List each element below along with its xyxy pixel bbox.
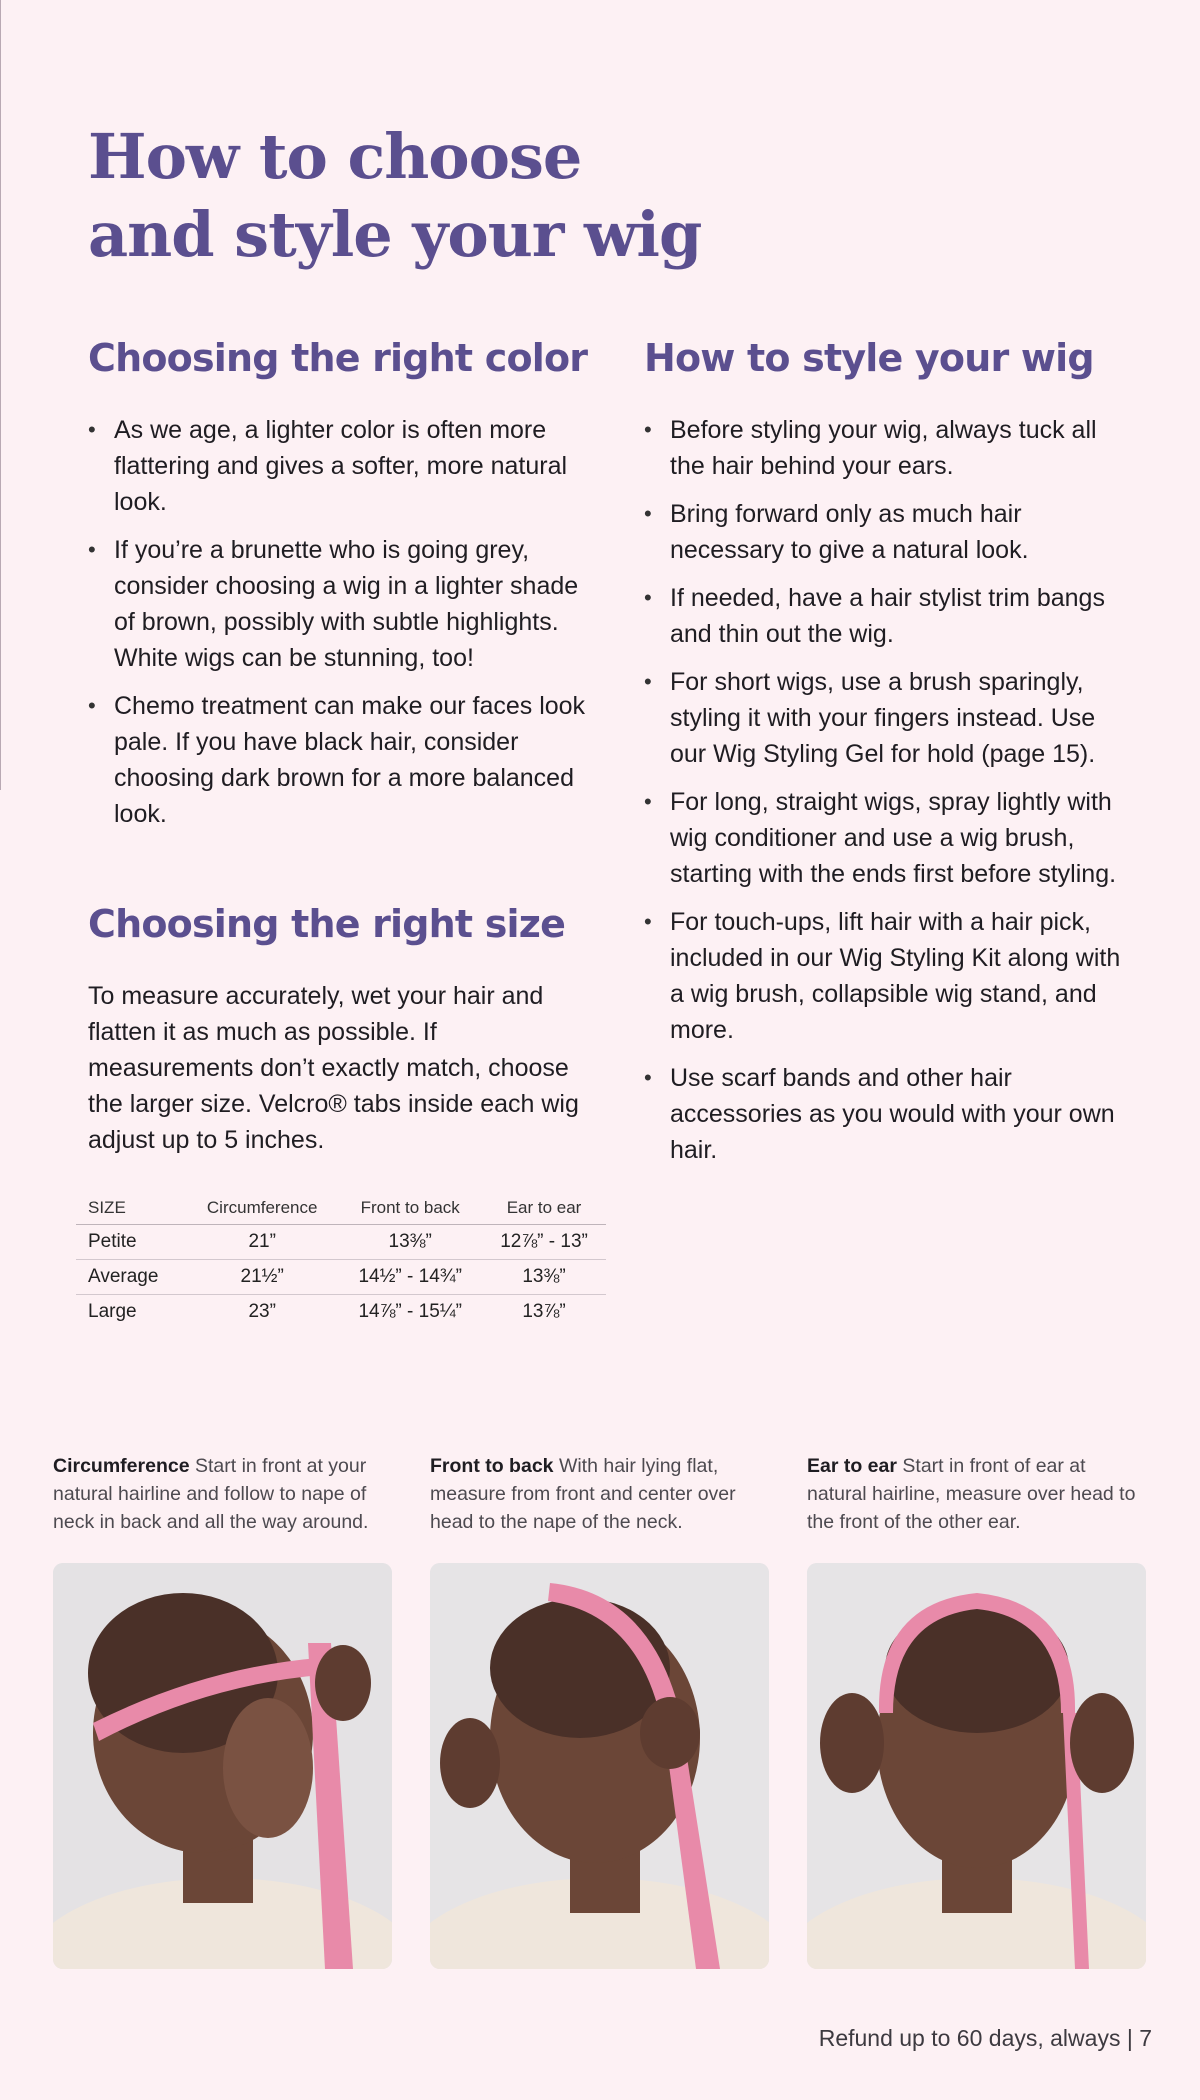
size-paragraph: To measure accurately, wet your hair and flatten it as much as possible. If measurements don’t exactly match, choose the larger size. Velcro® tabs inside each wig adjust up to 5 inches.: [88, 982, 579, 1154]
circumference-caption-text: Start in front at your natural hairline and follow to nape of neck in back and all the way around.: [53, 1455, 369, 1533]
style-bullet-text: Bring forward only as much hair necessary to give a natural look.: [670, 500, 1029, 564]
page-title: [88, 118, 788, 274]
table-cell: 21”: [186, 1225, 338, 1260]
color-bullet-text: If you’re a brunette who is going grey, consider choosing a wig in a lighter shade of brown, possibly with subtle highlights. White wigs can be stunning, too!: [114, 536, 579, 672]
left-column: [88, 330, 588, 1329]
table-cell: 23”: [248, 1301, 276, 1322]
style-bullet-text: If needed, have a hair stylist trim bangs and thin out the wig.: [670, 584, 1105, 648]
style-bullet: [644, 580, 1124, 652]
circumference-caption-label: Circumference: [53, 1455, 190, 1477]
style-section-heading: How to style your wig: [644, 336, 1094, 380]
size-section-heading: Choosing the right size: [88, 902, 566, 946]
ear-to-ear-caption: [807, 1452, 1147, 1536]
size-table: [76, 1198, 606, 1329]
bullet-dot-icon: •: [644, 669, 652, 694]
color-bullet-text: Chemo treatment can make our faces look pale. If you have black hair, consider choosing dark brown for a more balanced look.: [114, 692, 586, 828]
table-cell: 12⅞” - 13”: [482, 1225, 606, 1260]
bullet-dot-icon: •: [644, 417, 652, 442]
style-bullet-text: For short wigs, use a brush sparingly, styling it with your fingers instead. Use our Wig Styling Gel for hold (page 15).: [670, 668, 1096, 768]
ear-to-ear-photo: [807, 1563, 1146, 1969]
bullet-dot-icon: •: [88, 693, 96, 718]
front-to-back-photo: [430, 1563, 769, 1969]
style-bullet-text: Before styling your wig, always tuck all the hair behind your ears.: [670, 416, 1097, 480]
size-table-header: Front to back: [338, 1198, 482, 1225]
table-cell: 13⅞”: [522, 1301, 566, 1322]
table-cell: 21½”: [186, 1260, 338, 1295]
circumference-caption: [53, 1452, 393, 1536]
table-cell: 13⅜”: [482, 1260, 606, 1295]
bullet-dot-icon: •: [644, 909, 652, 934]
style-bullet-list: [644, 412, 1124, 1168]
bullet-dot-icon: •: [88, 537, 96, 562]
color-bullet: [88, 688, 588, 832]
color-bullet: [88, 532, 588, 676]
style-bullet: [644, 496, 1124, 568]
table-cell: 13⅜”: [338, 1225, 482, 1260]
table-cell: Petite: [76, 1225, 186, 1260]
size-section: [88, 896, 588, 1329]
ear-to-ear-caption-text: Start in front of ear at natural hairline, measure over head to the front of the other ear.: [807, 1455, 1136, 1533]
table-cell: 14½” - 14¾”: [338, 1260, 482, 1295]
front-to-back-caption: [430, 1452, 770, 1536]
table-row: [76, 1295, 606, 1330]
size-table-header: Circumference: [186, 1198, 338, 1225]
style-bullet-text: Use scarf bands and other hair accessories as you would with your own hair.: [670, 1064, 1115, 1164]
color-bullet-text: As we age, a lighter color is often more flattering and gives a softer, more natural look.: [114, 416, 568, 516]
bullet-dot-icon: •: [644, 1065, 652, 1090]
color-bullet-list: [88, 412, 588, 832]
table-cell: Average: [76, 1260, 186, 1295]
bullet-dot-icon: •: [644, 789, 652, 814]
page-edge-line: [0, 0, 1, 790]
style-bullet-text: For long, straight wigs, spray lightly with wig conditioner and use a wig brush, starting with the ends first before styling.: [670, 788, 1117, 888]
style-bullet-text: For touch-ups, lift hair with a hair pick, included in our Wig Styling Kit along with a wig brush, collapsible wig stand, and more.: [670, 908, 1121, 1044]
color-bullet: [88, 412, 588, 520]
table-cell: Large: [88, 1301, 137, 1322]
bullet-dot-icon: •: [88, 417, 96, 442]
page-footer: Refund up to 60 days, always | 7: [818, 2025, 1152, 2051]
page-title-line2: and style your wig: [88, 198, 702, 271]
color-section-heading: Choosing the right color: [88, 336, 588, 380]
size-table-header-row: [76, 1198, 606, 1225]
front-to-back-caption-label: Front to back: [430, 1455, 554, 1477]
size-table-header: SIZE: [76, 1198, 186, 1225]
table-cell: 14⅞” - 15¼”: [358, 1301, 462, 1322]
style-bullet: [644, 904, 1124, 1048]
table-row: [76, 1225, 606, 1260]
size-table-header: Ear to ear: [482, 1198, 606, 1225]
ear-to-ear-caption-label: Ear to ear: [807, 1455, 897, 1477]
front-to-back-caption-text: With hair lying flat, measure from front and center over head to the nape of the neck.: [430, 1455, 736, 1533]
style-bullet: [644, 664, 1124, 772]
page-title-line1: How to choose: [88, 120, 582, 193]
style-bullet: [644, 784, 1124, 892]
bullet-dot-icon: •: [644, 501, 652, 526]
style-bullet: [644, 412, 1124, 484]
right-column: [644, 330, 1124, 1180]
table-row: [76, 1260, 606, 1295]
bullet-dot-icon: •: [644, 585, 652, 610]
style-bullet: [644, 1060, 1124, 1168]
circumference-photo: [53, 1563, 392, 1969]
